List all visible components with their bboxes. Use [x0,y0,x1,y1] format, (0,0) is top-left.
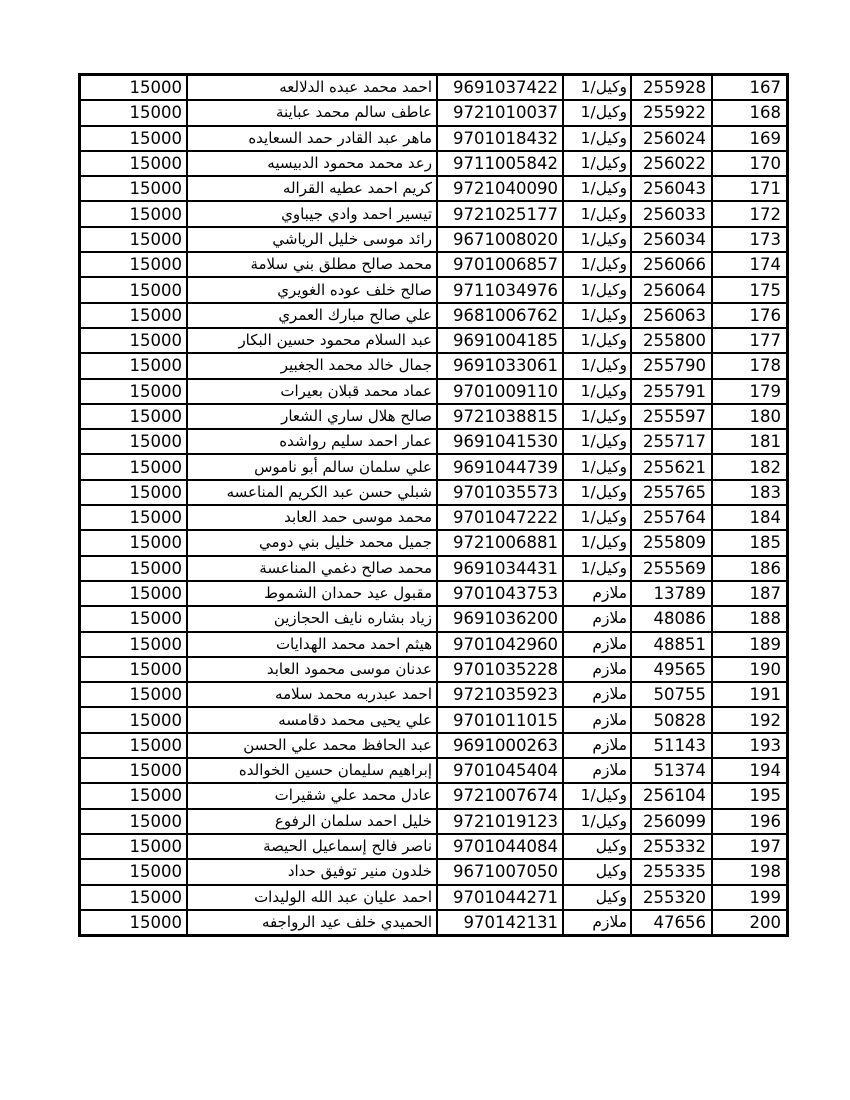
national-id-cell: 9721006881 [437,530,563,555]
amount-cell: 15000 [80,328,188,353]
table-row [80,379,788,404]
table-row [80,404,788,429]
military-number-cell: 50755 [631,682,712,707]
national-id-cell: 9701045404 [437,758,563,783]
name-cell: زياد بشاره نايف الحجازين [187,606,437,631]
table-row [80,632,788,657]
national-id-cell: 9701035573 [437,480,563,505]
sequence-number-cell: 189 [712,632,788,657]
military-number-cell: 49565 [631,657,712,682]
military-number-cell: 255791 [631,379,712,404]
sequence-number-cell: 180 [712,404,788,429]
rank-cell: ملازم [563,707,631,732]
national-id-cell: 9701042960 [437,632,563,657]
table-body [80,75,788,936]
sequence-number-cell: 199 [712,885,788,910]
name-cell: رائد موسى خليل الرياشي [187,227,437,252]
table-row [80,277,788,302]
table-row [80,505,788,530]
rank-cell: وكيل/1 [563,227,631,252]
rank-cell: وكيل/1 [563,176,631,201]
national-id-cell: 9701018432 [437,126,563,151]
name-cell: ناصر فالح إسماعيل الحيصة [187,834,437,859]
rank-cell: ملازم [563,682,631,707]
national-id-cell: 9721010037 [437,100,563,125]
national-id-cell: 9701006857 [437,252,563,277]
rank-cell: وكيل [563,834,631,859]
amount-cell: 15000 [80,201,188,226]
rank-cell: وكيل/1 [563,480,631,505]
military-number-cell: 256024 [631,126,712,151]
sequence-number-cell: 183 [712,480,788,505]
amount-cell: 15000 [80,758,188,783]
sequence-number-cell: 193 [712,733,788,758]
amount-cell: 15000 [80,277,188,302]
military-number-cell: 50828 [631,707,712,732]
sequence-number-cell: 174 [712,252,788,277]
name-cell: احمد محمد عبده الدلالعه [187,75,437,101]
rank-cell: وكيل/1 [563,505,631,530]
national-id-cell: 9691041530 [437,429,563,454]
amount-cell: 15000 [80,707,188,732]
table-row [80,353,788,378]
military-number-cell: 256034 [631,227,712,252]
sequence-number-cell: 200 [712,910,788,936]
amount-cell: 15000 [80,151,188,176]
military-number-cell: 255809 [631,530,712,555]
sequence-number-cell: 195 [712,783,788,808]
document-table-container [78,73,781,937]
name-cell: كريم احمد عطيه القراله [187,176,437,201]
amount-cell: 15000 [80,353,188,378]
military-number-cell: 13789 [631,581,712,606]
table-row [80,328,788,353]
military-number-cell: 255569 [631,556,712,581]
table-row [80,227,788,252]
table-row [80,910,788,936]
table-row [80,530,788,555]
national-id-cell: 9691034431 [437,556,563,581]
amount-cell: 15000 [80,505,188,530]
name-cell: احمد عبدربه محمد سلامه [187,682,437,707]
table-row [80,75,788,101]
table-row [80,606,788,631]
national-id-cell: 9681006762 [437,303,563,328]
rank-cell: وكيل/1 [563,530,631,555]
sequence-number-cell: 181 [712,429,788,454]
national-id-cell: 9721007674 [437,783,563,808]
name-cell: عبد الحافظ محمد علي الحسن [187,733,437,758]
rank-cell: ملازم [563,581,631,606]
name-cell: خليل احمد سلمان الرفوع [187,809,437,834]
national-id-cell: 9691004185 [437,328,563,353]
table-row [80,303,788,328]
rank-cell: وكيل/1 [563,379,631,404]
military-number-cell: 255597 [631,404,712,429]
name-cell: جميل محمد خليل بني دومي [187,530,437,555]
name-cell: إبراهيم سليمان حسين الخوالده [187,758,437,783]
table-row [80,176,788,201]
name-cell: جمال خالد محمد الجغبير [187,353,437,378]
military-number-cell: 256066 [631,252,712,277]
amount-cell: 15000 [80,252,188,277]
national-id-cell: 9691033061 [437,353,563,378]
sequence-number-cell: 198 [712,859,788,884]
rank-cell: وكيل [563,885,631,910]
table-row [80,429,788,454]
amount-cell: 15000 [80,556,188,581]
personnel-table [78,73,789,937]
amount-cell: 15000 [80,530,188,555]
military-number-cell: 255790 [631,353,712,378]
sequence-number-cell: 191 [712,682,788,707]
sequence-number-cell: 197 [712,834,788,859]
sequence-number-cell: 168 [712,100,788,125]
amount-cell: 15000 [80,75,188,101]
table-row [80,454,788,479]
name-cell: ماهر عبد القادر حمد السعايده [187,126,437,151]
military-number-cell: 48086 [631,606,712,631]
rank-cell: وكيل/1 [563,783,631,808]
amount-cell: 15000 [80,783,188,808]
table-row [80,581,788,606]
sequence-number-cell: 194 [712,758,788,783]
national-id-cell: 9701047222 [437,505,563,530]
name-cell: عماد محمد قبلان بعيرات [187,379,437,404]
table-row [80,252,788,277]
name-cell: عاطف سالم محمد عباينة [187,100,437,125]
name-cell: مقبول عيد حمدان الشموط [187,581,437,606]
table-row [80,126,788,151]
national-id-cell: 9701043753 [437,581,563,606]
table-row [80,682,788,707]
national-id-cell: 9691037422 [437,75,563,101]
table-row [80,834,788,859]
sequence-number-cell: 172 [712,201,788,226]
military-number-cell: 256043 [631,176,712,201]
table-row [80,859,788,884]
rank-cell: وكيل/1 [563,100,631,125]
name-cell: تيسير احمد وادي جيباوي [187,201,437,226]
national-id-cell: 9701009110 [437,379,563,404]
amount-cell: 15000 [80,227,188,252]
military-number-cell: 256033 [631,201,712,226]
amount-cell: 15000 [80,404,188,429]
table-row [80,783,788,808]
military-number-cell: 255621 [631,454,712,479]
national-id-cell: 9721035923 [437,682,563,707]
rank-cell: ملازم [563,657,631,682]
amount-cell: 15000 [80,859,188,884]
rank-cell: وكيل/1 [563,404,631,429]
national-id-cell: 9701044271 [437,885,563,910]
name-cell: عدنان موسى محمود العابد [187,657,437,682]
military-number-cell: 255320 [631,885,712,910]
rank-cell: وكيل/1 [563,556,631,581]
sequence-number-cell: 188 [712,606,788,631]
sequence-number-cell: 187 [712,581,788,606]
military-number-cell: 255335 [631,859,712,884]
name-cell: صالح هلال ساري الشعار [187,404,437,429]
sequence-number-cell: 192 [712,707,788,732]
amount-cell: 15000 [80,657,188,682]
amount-cell: 15000 [80,581,188,606]
sequence-number-cell: 169 [712,126,788,151]
name-cell: محمد موسى حمد العابد [187,505,437,530]
rank-cell: ملازم [563,606,631,631]
table-row [80,151,788,176]
sequence-number-cell: 186 [712,556,788,581]
rank-cell: وكيل [563,859,631,884]
amount-cell: 15000 [80,809,188,834]
name-cell: علي سلمان سالم أبو ناموس [187,454,437,479]
sequence-number-cell: 173 [712,227,788,252]
amount-cell: 15000 [80,480,188,505]
table-row [80,758,788,783]
military-number-cell: 256022 [631,151,712,176]
military-number-cell: 256104 [631,783,712,808]
amount-cell: 15000 [80,910,188,936]
rank-cell: وكيل/1 [563,151,631,176]
amount-cell: 15000 [80,606,188,631]
amount-cell: 15000 [80,885,188,910]
military-number-cell: 255922 [631,100,712,125]
sequence-number-cell: 179 [712,379,788,404]
amount-cell: 15000 [80,176,188,201]
table-row [80,809,788,834]
military-number-cell: 51374 [631,758,712,783]
military-number-cell: 48851 [631,632,712,657]
national-id-cell: 9671008020 [437,227,563,252]
sequence-number-cell: 170 [712,151,788,176]
rank-cell: وكيل/1 [563,75,631,101]
amount-cell: 15000 [80,454,188,479]
sequence-number-cell: 185 [712,530,788,555]
name-cell: علي يحيى محمد دقامسه [187,707,437,732]
national-id-cell: 9701011015 [437,707,563,732]
name-cell: علي صالح مبارك العمري [187,303,437,328]
name-cell: احمد عليان عبد الله الوليدات [187,885,437,910]
table-row [80,100,788,125]
sequence-number-cell: 184 [712,505,788,530]
name-cell: عادل محمد علي شقيرات [187,783,437,808]
rank-cell: وكيل/1 [563,328,631,353]
rank-cell: ملازم [563,632,631,657]
national-id-cell: 9701044084 [437,834,563,859]
name-cell: خلدون منير توفيق حداد [187,859,437,884]
amount-cell: 15000 [80,303,188,328]
amount-cell: 15000 [80,834,188,859]
national-id-cell: 9711005842 [437,151,563,176]
rank-cell: وكيل/1 [563,201,631,226]
name-cell: عبد السلام محمود حسين البكار [187,328,437,353]
name-cell: محمد صالح مطلق بني سلامة [187,252,437,277]
sequence-number-cell: 196 [712,809,788,834]
rank-cell: ملازم [563,733,631,758]
sequence-number-cell: 178 [712,353,788,378]
amount-cell: 15000 [80,100,188,125]
military-number-cell: 255928 [631,75,712,101]
national-id-cell: 9721038815 [437,404,563,429]
name-cell: محمد صالح دغمي المناعسة [187,556,437,581]
rank-cell: وكيل/1 [563,429,631,454]
military-number-cell: 255800 [631,328,712,353]
national-id-cell: 9721019123 [437,809,563,834]
rank-cell: وكيل/1 [563,277,631,302]
name-cell: الحميدي خلف عيد الرواجفه [187,910,437,936]
national-id-cell: 9701035228 [437,657,563,682]
military-number-cell: 255765 [631,480,712,505]
amount-cell: 15000 [80,682,188,707]
national-id-cell: 970142131 [437,910,563,936]
sequence-number-cell: 190 [712,657,788,682]
table-row [80,480,788,505]
military-number-cell: 256064 [631,277,712,302]
sequence-number-cell: 171 [712,176,788,201]
sequence-number-cell: 167 [712,75,788,101]
sequence-number-cell: 182 [712,454,788,479]
military-number-cell: 256099 [631,809,712,834]
name-cell: عمار احمد سليم رواشده [187,429,437,454]
sequence-number-cell: 175 [712,277,788,302]
national-id-cell: 9691044739 [437,454,563,479]
table-row [80,885,788,910]
name-cell: هيثم احمد محمد الهدايات [187,632,437,657]
name-cell: رعد محمد محمود الدبيسيه [187,151,437,176]
military-number-cell: 51143 [631,733,712,758]
military-number-cell: 47656 [631,910,712,936]
amount-cell: 15000 [80,632,188,657]
rank-cell: وكيل/1 [563,252,631,277]
amount-cell: 15000 [80,429,188,454]
table-row [80,556,788,581]
amount-cell: 15000 [80,126,188,151]
rank-cell: ملازم [563,910,631,936]
national-id-cell: 9721040090 [437,176,563,201]
military-number-cell: 255764 [631,505,712,530]
table-row [80,733,788,758]
amount-cell: 15000 [80,733,188,758]
sequence-number-cell: 176 [712,303,788,328]
rank-cell: وكيل/1 [563,809,631,834]
name-cell: صالح خلف عوده الغويري [187,277,437,302]
national-id-cell: 9691036200 [437,606,563,631]
rank-cell: وكيل/1 [563,126,631,151]
name-cell: شبلي حسن عبد الكريم المناعسه [187,480,437,505]
rank-cell: ملازم [563,758,631,783]
sequence-number-cell: 177 [712,328,788,353]
rank-cell: وكيل/1 [563,303,631,328]
national-id-cell: 9721025177 [437,201,563,226]
national-id-cell: 9711034976 [437,277,563,302]
table-row [80,201,788,226]
military-number-cell: 255332 [631,834,712,859]
national-id-cell: 9671007050 [437,859,563,884]
table-row [80,707,788,732]
table-row [80,657,788,682]
rank-cell: وكيل/1 [563,353,631,378]
military-number-cell: 255717 [631,429,712,454]
national-id-cell: 9691000263 [437,733,563,758]
military-number-cell: 256063 [631,303,712,328]
rank-cell: وكيل/1 [563,454,631,479]
amount-cell: 15000 [80,379,188,404]
